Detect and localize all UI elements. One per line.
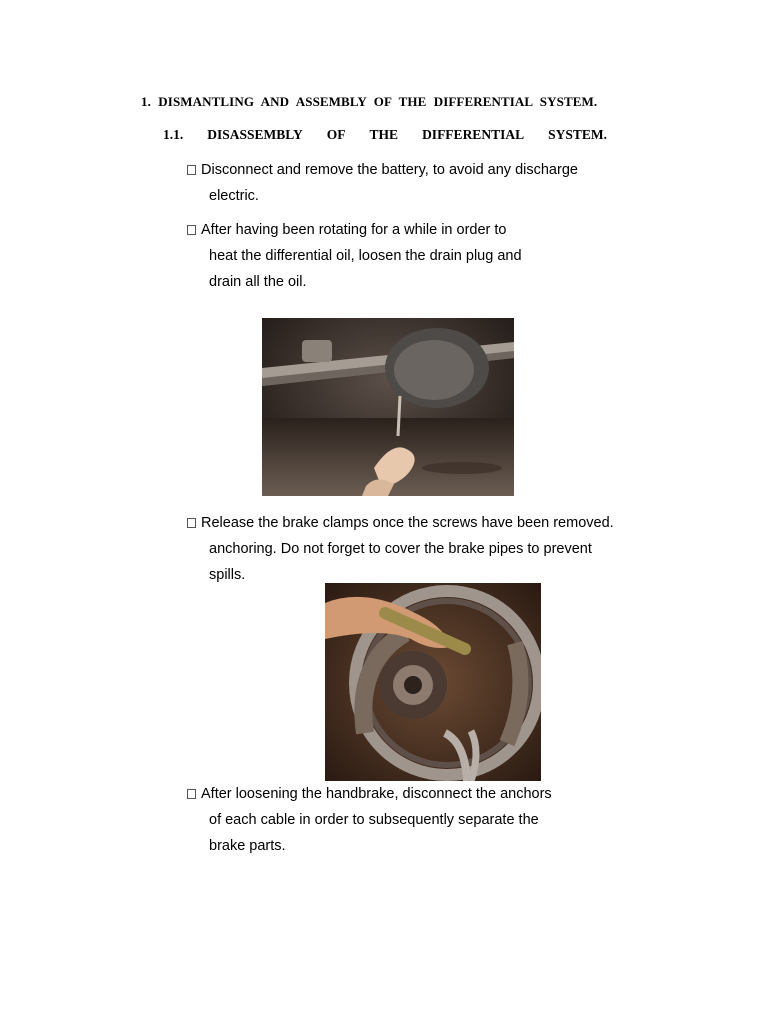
subsection-heading xyxy=(163,127,607,143)
subsection-word: OF xyxy=(326,127,346,142)
step-text: drain all the oil. xyxy=(209,274,307,290)
step-text: After having been rotating for a while in order to xyxy=(201,222,507,238)
subsection-number: 1.1. xyxy=(163,127,184,142)
step-handbrake xyxy=(187,781,552,859)
step-battery xyxy=(187,157,578,209)
checkbox-bullet-icon xyxy=(187,165,196,175)
checkbox-bullet-icon xyxy=(187,225,196,235)
step-drain-oil xyxy=(187,217,522,295)
step-brake-clamps xyxy=(187,510,614,588)
brake-drum-photo xyxy=(325,583,541,781)
subsection-word: DISASSEMBLY xyxy=(207,127,303,142)
step-text: Release the brake clamps once the screws have been removed. xyxy=(201,515,614,531)
section-heading: 1. DISMANTLING AND ASSEMBLY OF THE DIFFERENTIAL SYSTEM. xyxy=(141,94,598,109)
subsection-word: THE xyxy=(369,127,399,142)
subsection-word: SYSTEM. xyxy=(548,127,607,142)
step-text: brake parts. xyxy=(209,838,286,854)
checkbox-bullet-icon xyxy=(187,518,196,528)
drain-plug-photo xyxy=(262,318,514,496)
step-text: anchoring. Do not forget to cover the brake pipes to prevent xyxy=(209,541,592,557)
step-text: spills. xyxy=(209,567,246,583)
checkbox-bullet-icon xyxy=(187,789,196,799)
subsection-word: DIFFERENTIAL xyxy=(422,127,525,142)
step-text: Disconnect and remove the battery, to avoid any discharge xyxy=(201,162,578,178)
step-text: heat the differential oil, loosen the drain plug and xyxy=(209,248,522,264)
step-text: After loosening the handbrake, disconnect the anchors xyxy=(201,786,552,802)
step-text: of each cable in order to subsequently separate the xyxy=(209,812,539,828)
step-text: electric. xyxy=(209,188,259,204)
